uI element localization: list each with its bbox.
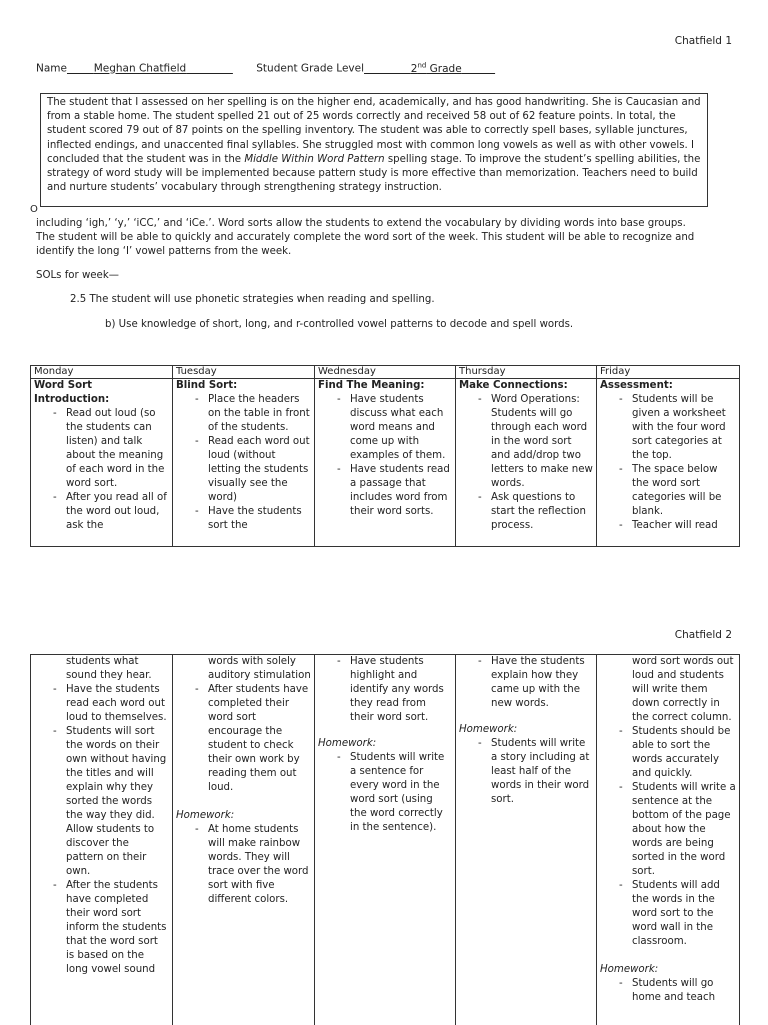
day-header-thursday: Thursday: [456, 366, 597, 379]
friday-homework-label: Homework:: [600, 963, 736, 977]
day-header-friday: Friday: [597, 366, 740, 379]
monday-cell-cont: [31, 655, 173, 1025]
monday-cell: [31, 379, 173, 547]
list-item: - After the students have completed their word sort inform the students that the word sort is based on the long vowel sound: [66, 879, 169, 977]
list-item: - Read out loud (so the students can listen) and talk about the meaning of each word in the word sort.: [66, 407, 169, 491]
list-item: - Students will be given a worksheet with the four word sort categories at the top.: [632, 393, 736, 463]
thursday-cell: [456, 379, 597, 547]
list-item: - Have students read a passage that includes word from their word sorts.: [350, 463, 452, 519]
tuesday-title: Blind Sort:: [176, 379, 311, 393]
name-value: Meghan Chatfield: [67, 63, 233, 75]
page-header-2: Chatfield 2: [675, 628, 732, 642]
list-item: - Have students discuss what each word means and come up with examples of them.: [350, 393, 452, 463]
friday-cell: [597, 379, 740, 547]
list-item: - Students should be able to sort the words accurately and quickly.: [632, 725, 736, 781]
lesson-plan-table-1: [30, 365, 740, 547]
assessment-text-end: spelling stage. To improve the student’s spelling abilities, the strategy of word study will be implemented because pattern study is more effective than memorization. Teachers need to build and nurture students’ vocabulary through strengthening strategy instruction.: [47, 154, 700, 193]
thursday-homework-label: Homework:: [459, 723, 593, 737]
lesson-plan-table-2: [30, 654, 740, 1025]
objective-line-1: including ‘igh,’ ‘y,’ ‘iCC,’ and ‘iCe.’. Word sorts allow the students to extend the vocabulary by dividing words into base groups.: [36, 217, 736, 231]
wednesday-cell: [315, 379, 456, 547]
friday-title: Assessment:: [600, 379, 736, 393]
list-item: - Word Operations: Students will go through each word in the word sort and add/drop two letters to make new words.: [491, 393, 593, 491]
list-item: - Students will add the words in the word sort to the word wall in the classroom.: [632, 879, 736, 949]
list-item: - Have the students explain how they came up with the new words.: [491, 655, 593, 711]
list-item: - After students have completed their word sort encourage the student to check their own work by reading them out loud.: [208, 683, 311, 795]
list-item-cont: words with solely auditory stimulation: [208, 655, 311, 683]
tuesday-homework-label: Homework:: [176, 809, 311, 823]
tuesday-cell-cont: [173, 655, 315, 1025]
list-item: - Students will sort the words on their own without having the titles and will explain why they sorted the words the way they did. Allow students to discover the pattern on their own.: [66, 725, 169, 879]
list-item: - Students will write a sentence at the bottom of the page about how the words are being sorted in the word sort.: [632, 781, 736, 879]
list-item: - Read each word out loud (without letting the students visually see the word): [208, 435, 311, 505]
list-item: - Students will go home and teach: [632, 977, 736, 1005]
day-header-wednesday: Wednesday: [315, 366, 456, 379]
list-item: - At home students will make rainbow words. They will trace over the word sort with five different colors.: [208, 823, 311, 907]
assessment-stage: Middle Within Word Pattern: [244, 154, 384, 165]
day-header-monday: Monday: [31, 366, 173, 379]
name-line: [36, 58, 495, 76]
list-item: - Have the students sort the: [208, 505, 311, 533]
thursday-title: Make Connections:: [459, 379, 593, 393]
page-header-1: Chatfield 1: [675, 34, 732, 48]
monday-title: Word Sort Introduction:: [34, 379, 169, 407]
thursday-cell-cont: [456, 655, 597, 1025]
wednesday-homework-label: Homework:: [318, 737, 452, 751]
grade-value: 2nd Grade: [364, 63, 495, 75]
sol-sub: b) Use knowledge of short, long, and r-controlled vowel patterns to decode and spell words.: [105, 318, 768, 332]
day-header-tuesday: Tuesday: [173, 366, 315, 379]
objective-line-3: identify the long ‘I’ vowel patterns from the week.: [36, 245, 736, 259]
list-item: - Have students highlight and identify any words they read from their word sort.: [350, 655, 452, 725]
objective-hidden-fragment: O: [30, 203, 730, 217]
name-label: Name: [36, 63, 67, 75]
list-item: - Students will write a story including at least half of the words in their word sort.: [491, 737, 593, 807]
list-item-cont: students what sound they hear.: [66, 655, 169, 683]
list-item: - The space below the word sort categories will be blank.: [632, 463, 736, 519]
assessment-text: The student that I assessed on her spelling is on the higher end, academically, and has good handwriting. She is Caucasian and from a stable home. The student spelled 21 out of 25 words correctly and received 58 out of 62 feature points. In total, the student scored 79 out of 87 points on the spelling inventory. The student was able to correctly spell bases, syllable junctures, inflected endings, and unaccented final syllables. She struggled most with common long vowels as well as with other vowels. I concluded that the student was in the: [47, 97, 701, 165]
grade-label: Student Grade Level: [256, 63, 364, 75]
list-item-cont: word sort words out loud and students will write them down correctly in the correct column.: [632, 655, 736, 725]
list-item: - Students will write a sentence for every word in the word sort (using the word correctly in the sentence).: [350, 751, 452, 835]
list-item: - Place the headers on the table in front of the students.: [208, 393, 311, 435]
list-item: - Ask questions to start the reflection process.: [491, 491, 593, 533]
wednesday-cell-cont: [315, 655, 456, 1025]
tuesday-cell: [173, 379, 315, 547]
sol-main: 2.5 The student will use phonetic strategies when reading and spelling.: [70, 293, 768, 307]
list-item: - Have the students read each word out loud to themselves.: [66, 683, 169, 725]
wednesday-title: Find The Meaning:: [318, 379, 452, 393]
list-item: - After you read all of the word out loud, ask the: [66, 491, 169, 533]
objective-line-2: The student will be able to quickly and accurately complete the word sort of the week. This student will be able to recognize and: [36, 231, 736, 245]
assessment-box: [40, 93, 708, 207]
sols-label: SOLs for week—: [36, 269, 736, 283]
list-item: - Teacher will read: [632, 519, 736, 533]
friday-cell-cont: [597, 655, 740, 1025]
